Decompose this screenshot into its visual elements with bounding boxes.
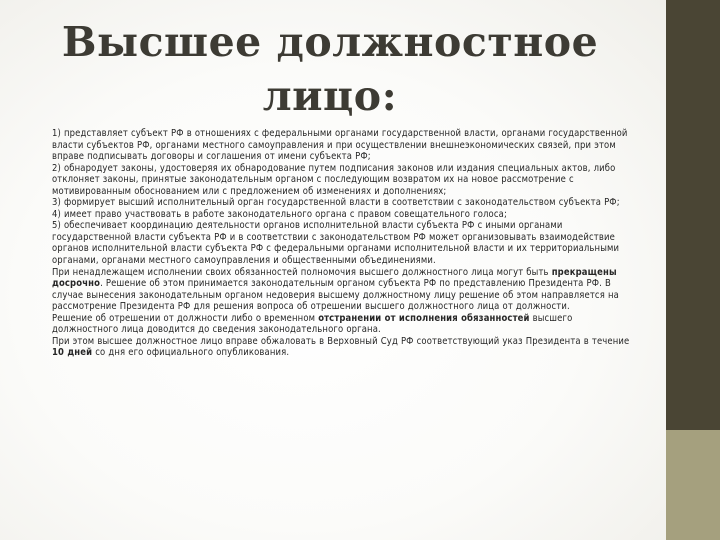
paragraph-8-text-a: При этом высшее должностное лицо вправе обжаловать в Верховный Суд РФ соответствующий указ Президента в течение (52, 335, 630, 347)
paragraph-6-bold: прекращены досрочно (52, 266, 617, 290)
paragraph-1: 1) представляет субъект РФ в отношениях с федеральными органами государственной власти, органами государственной власти субъектов РФ, органами местного самоуправления и при осуществлении внешнеэкономических связей, при этом вправе подписывать договоры и соглашения от имени субъекта РФ; (52, 128, 628, 163)
paragraph-8 (52, 336, 632, 359)
decorative-sidebar-band (666, 430, 720, 540)
paragraph-8-bold: 10 дней (52, 347, 93, 359)
paragraph-8-text-c: со дня его официального опубликования. (92, 347, 290, 359)
title-line-2: лицо: (262, 72, 398, 120)
paragraph-6-text-a: При ненадлежащем исполнении своих обязанностей полномочия высшего должностного лица могут быть (52, 266, 552, 278)
paragraph-2: 2) обнародует законы, удостоверяя их обнародование путем подписания законов или издания специальных актов, либо отклоняет законы, принятые законодательным органом с последующим возвратом их на новое рассмотрение с мотивированным обоснованием или с предложением об изменениях и дополнениях; (52, 162, 616, 197)
title-line-1: Высшее должностное (61, 18, 599, 66)
slide-title (50, 15, 610, 123)
paragraph-6 (52, 267, 632, 313)
paragraph-5: 5) обеспечивает координацию деятельности органов исполнительной власти субъекта РФ с иными органами государственной власти субъекта РФ и в соответствии с законодательством РФ может организовывать взаимодействие органов исполнительной власти субъекта РФ с федеральными органами исполнительной власти и их территориальными органами, органами местного самоуправления и общественными объединениями. (52, 220, 620, 267)
paragraph-7-text-a: Решение об отрешении от должности либо о временном (52, 312, 319, 324)
paragraph-7-bold: отстранении от исполнения обязанностей (318, 312, 530, 324)
paragraph-6-text-c: . Решение об этом принимается законодательным органом субъекта РФ по представлению Президента РФ. В случае вынесения законодательным органом недоверия высшему должностному лицу решение об этом направляется на рассмотрение Президента РФ для решения вопроса об отрешении высшего должностного лица от должности. (52, 278, 619, 313)
paragraph-3: 3) формирует высший исполнительный орган государственной власти в соответствии с законодательством субъекта РФ; (52, 197, 620, 209)
paragraph-7 (52, 313, 632, 336)
paragraph-4: 4) имеет право участвовать в работе законодательного органа с правом совещательного голоса; (52, 208, 507, 220)
slide-body-text (52, 128, 632, 359)
paragraph-7-text-c: высшего должностного лица доводится до сведения законодательного органа. (52, 312, 573, 336)
